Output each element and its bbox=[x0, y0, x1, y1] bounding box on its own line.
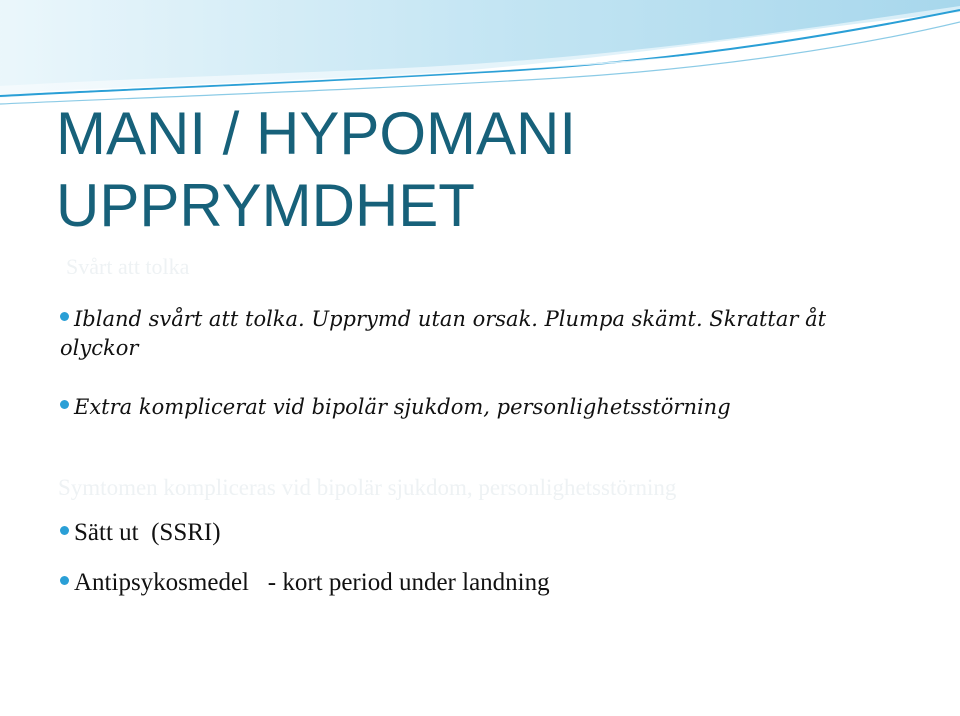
title-line-1: MANI / HYPOMANI bbox=[56, 100, 577, 167]
bullet-text: Antipsykosmedel - kort period under landning bbox=[74, 569, 550, 596]
bullet-item-1 bbox=[60, 305, 920, 363]
bullet-item-4 bbox=[60, 567, 550, 599]
bullet-dot-icon bbox=[60, 312, 69, 321]
bullet-dot-icon bbox=[60, 400, 69, 409]
title-line-2: UPPRYMDHET bbox=[56, 172, 475, 239]
bullet-item-3 bbox=[60, 517, 221, 549]
bullet-continuation-text: olyckor bbox=[60, 336, 139, 360]
bullet-item-2 bbox=[60, 393, 731, 422]
faint-background-text-2: Symtomen kompliceras vid bipolär sjukdom, personlighetsstörning bbox=[58, 475, 677, 500]
bullet-dot-icon bbox=[60, 576, 69, 585]
bullet-dot-icon bbox=[60, 526, 69, 535]
bullet-text: Extra komplicerat vid bipolär sjukdom, personlighetsstörning bbox=[74, 395, 731, 419]
bullet-text: Sätt ut (SSRI) bbox=[74, 519, 221, 546]
bullet-text: Ibland svårt att tolka. Upprymd utan orsak. Plumpa skämt. Skrattar åt bbox=[74, 307, 827, 331]
faint-background-text-1: Svårt att tolka bbox=[66, 254, 190, 279]
slide-title bbox=[56, 98, 576, 242]
